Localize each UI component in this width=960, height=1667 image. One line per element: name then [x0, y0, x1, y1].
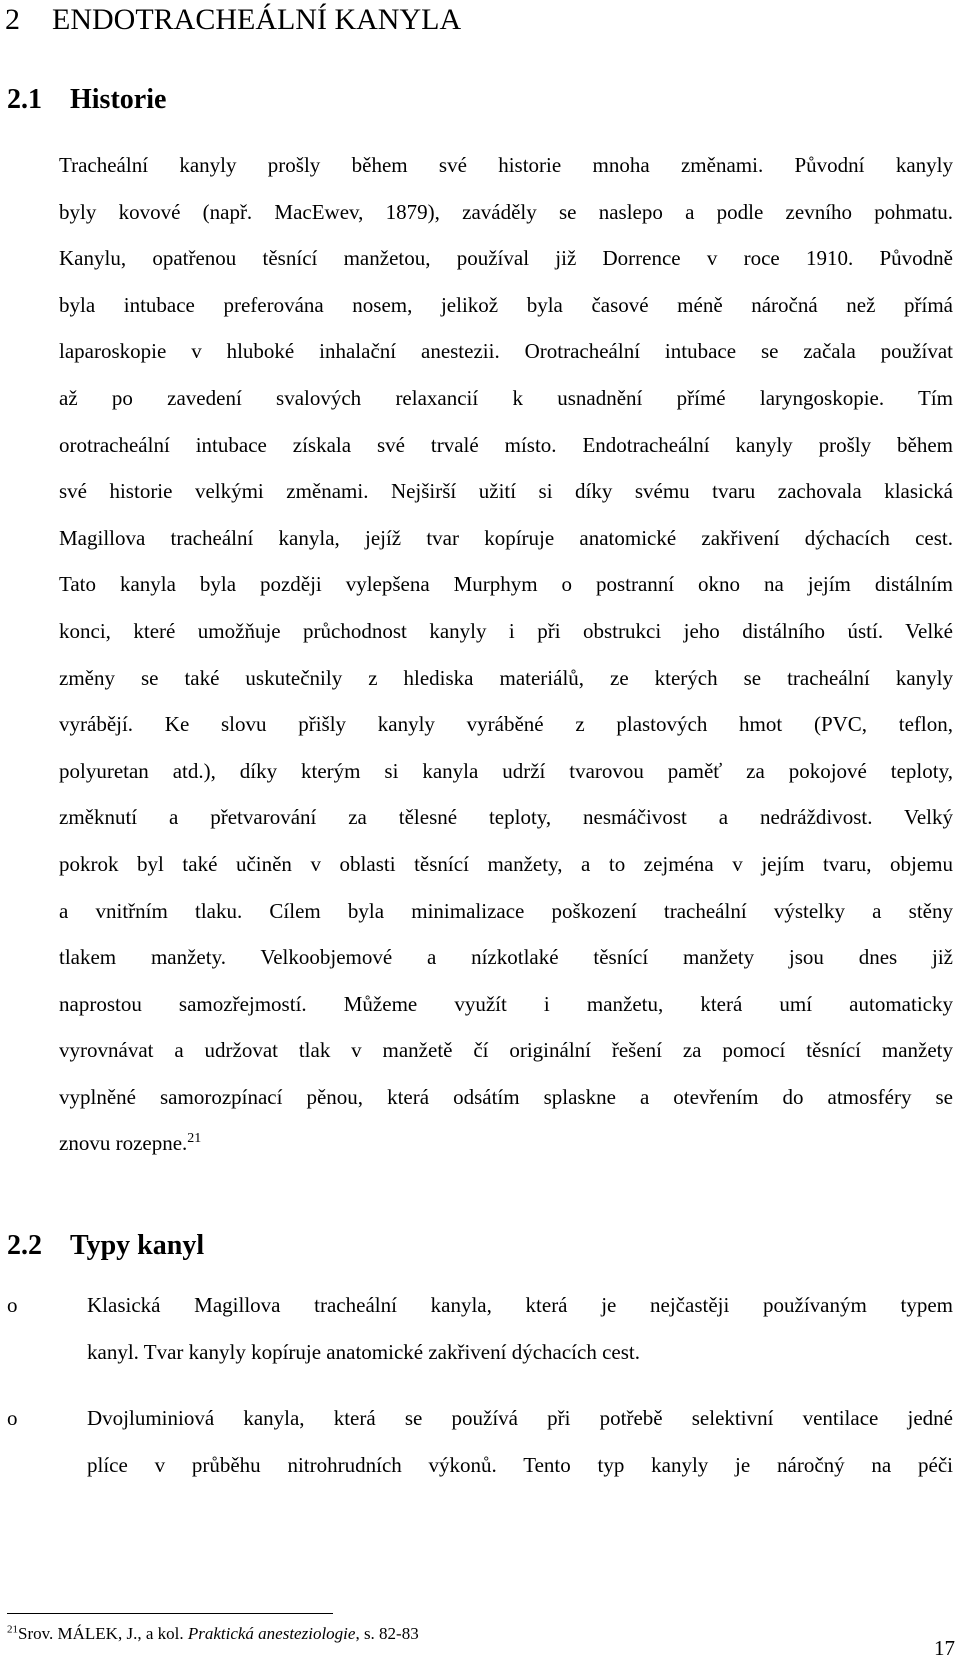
paragraph-line: laparoskopie v hluboké inhalační anestezii. Orotracheální intubace se začala používat — [59, 339, 953, 364]
paragraph-line: naprostou samozřejmostí. Můžeme využít i manžetu, která umí automaticky — [59, 991, 953, 1016]
footnote-number: 21 — [7, 1623, 18, 1636]
chapter-heading — [5, 0, 461, 40]
paragraph-last-line — [7, 1120, 953, 1167]
paragraph-line: byly kovové (např. MacEwev, 1879), zaváděly se naslepo a podle zevního pohmatu. — [59, 199, 953, 224]
bullet-circle-icon: o — [7, 1293, 18, 1317]
list-item-line: plíce v průběhu nitrohrudních výkonů. Tento typ kanyly je náročný na péči — [87, 1452, 953, 1477]
chapter-title: ENDOTRACHEÁLNÍ KANYLA — [52, 3, 462, 36]
list-item — [7, 1282, 953, 1375]
list-item — [7, 1395, 953, 1488]
chapter-number: 2 — [5, 3, 20, 36]
paragraph-line: změny se také uskutečnily z hlediska materiálů, ze kterých se tracheální kanyly — [59, 665, 953, 690]
paragraph-line: vyrovnávat a udržovat tlak v manžetě čí originální řešení za pomocí těsnící manžety — [59, 1038, 953, 1063]
paragraph-line: pokrok byl také učiněn v oblasti těsnící manžety, a to zejména v jejím tvaru, objemu — [59, 851, 953, 876]
section-number: 2.2 — [7, 1230, 42, 1261]
paragraph-line: Kanylu, opatřenou těsnící manžetou, používal již Dorrence v roce 1910. Původně — [59, 246, 953, 271]
footnote — [7, 1622, 419, 1646]
list-item-line: Klasická Magillova tracheální kanyla, která je nejčastěji používaným typem — [87, 1293, 953, 1317]
section-title: Historie — [70, 84, 167, 115]
cannula-types-list — [7, 1282, 953, 1508]
paragraph-line: vyplněné samorozpínací pěnou, která odsátím splaskne a otevřením do atmosféry se — [59, 1084, 953, 1109]
paragraph-line: Tracheální kanyly prošly během své historie mnoha změnami. Původní kanyly — [59, 153, 953, 177]
paragraph-line: až po zavedení svalových relaxancií k usnadnění přímé laryngoskopie. Tím — [59, 385, 953, 410]
paragraph-line: tlakem manžety. Velkoobjemové a nízkotlaké těsnící manžety jsou dnes již — [59, 945, 953, 970]
footnote-divider — [7, 1613, 333, 1614]
footnote-suffix: , s. 82-83 — [355, 1624, 419, 1643]
footnote-prefix: Srov. MÁLEK, J., a kol. — [18, 1624, 188, 1643]
paragraph-line: a vnitřním tlaku. Cílem byla minimalizace poškození tracheální výstelky a stěny — [59, 898, 953, 923]
list-item-line: Dvojluminiová kanyla, která se používá při potřebě selektivní ventilace jedné — [87, 1406, 953, 1431]
paragraph-line-text: znovu rozepne. — [59, 1131, 188, 1156]
paragraph-line: Tato kanyla byla později vylepšena Murphym o postranní okno na jejím distálním — [59, 572, 953, 597]
section-heading-historie — [7, 82, 166, 118]
paragraph-line: vyrábějí. Ke slovu přišly kanyly vyráběné z plastových hmot (PVC, teflon, — [59, 712, 953, 737]
list-item-line: kanyl. Tvar kanyly kopíruje anatomické zakřivení dýchacích cest. — [87, 1339, 640, 1364]
paragraph-line: konci, které umožňuje průchodnost kanyly i při obstrukci jeho distálního ústí. Velké — [59, 618, 953, 643]
footnote-reference[interactable]: 21 — [187, 1131, 202, 1147]
paragraph-line: polyuretan atd.), díky kterým si kanyla udrží tvarovou paměť za pokojové teploty, — [59, 758, 953, 783]
history-paragraph — [7, 142, 953, 1167]
paragraph-line: orotracheální intubace získala své trvalé místo. Endotracheální kanyly prošly během — [59, 432, 953, 457]
paragraph-line: změknutí a přetvarování za tělesné teploty, nesmáčivost a nedráždivost. Velký — [59, 805, 953, 830]
section-title: Typy kanyl — [70, 1230, 205, 1261]
footnote-book-title: Praktická anesteziologie — [187, 1624, 356, 1643]
paragraph-line: své historie velkými změnami. Nejširší užití si díky svému tvaru zachovala klasická — [59, 479, 953, 504]
section-number: 2.1 — [7, 84, 42, 115]
paragraph-line: Magillova tracheální kanyla, jejíž tvar kopíruje anatomické zakřivení dýchacích cest. — [59, 525, 953, 550]
bullet-circle-icon: o — [7, 1406, 18, 1431]
section-heading-typy-kanyl — [7, 1228, 204, 1264]
paragraph-line: byla intubace preferována nosem, jelikož byla časové méně náročná než přímá — [59, 292, 953, 317]
page-number: 17 — [934, 1636, 955, 1660]
